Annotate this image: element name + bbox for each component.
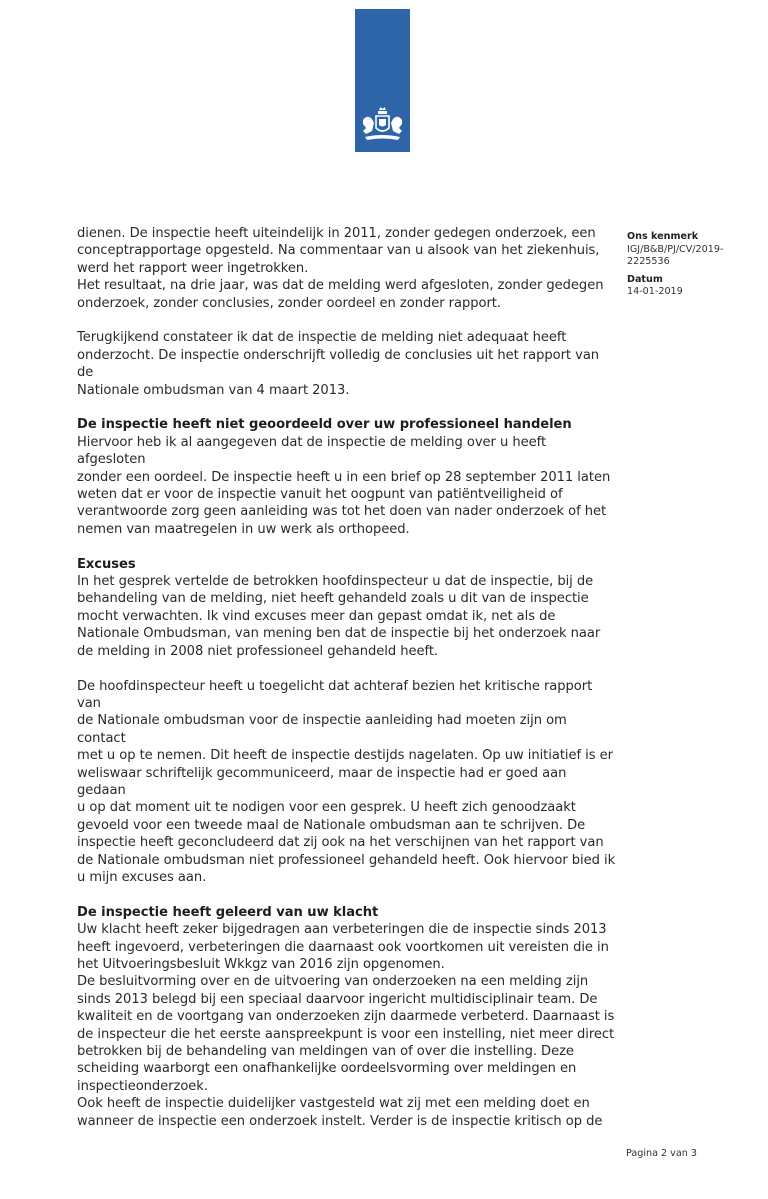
reference-value-line2: 2225536: [627, 256, 670, 267]
reference-sidebar: [627, 231, 757, 304]
text-line: het Uitvoeringsbesluit Wkkgz van 2016 zijn opgenomen.: [77, 956, 445, 972]
text-line: verantwoorde zorg geen aanleiding was tot het doen van nader onderzoek of het: [77, 504, 607, 520]
text-line: onderzoek, zonder conclusies, zonder oordeel en zonder rapport.: [77, 295, 501, 311]
text-line: wanneer de inspectie een onderzoek instelt. Verder is de inspectie kritisch op de: [77, 1113, 603, 1129]
text-line: De besluitvorming over en de uitvoering van onderzoeken na een melding zijn: [77, 974, 589, 990]
text-line: inspectieonderzoek.: [77, 1078, 208, 1094]
section-heading: Excuses: [77, 556, 136, 572]
text-line: conceptrapportage opgesteld. Na commentaar van u alsook van het ziekenhuis,: [77, 243, 600, 259]
text-line: mocht verwachten. Ik vind excuses meer dan gepast omdat ik, net als de: [77, 608, 556, 624]
text-line: gevoeld voor een tweede maal de Nationale ombudsman aan te schrijven. De: [77, 817, 586, 833]
text-line: weten dat er voor de inspectie vanuit het oogpunt van patiëntveiligheid of: [77, 487, 563, 503]
text-line: de inspecteur die het eerste aanspreekpunt is voor een instelling, niet meer direct: [77, 1026, 615, 1042]
text-line: werd het rapport weer ingetrokken.: [77, 260, 309, 276]
text-line: met u op te nemen. Dit heeft de inspectie destijds nagelaten. Op uw initiatief is er: [77, 748, 613, 764]
reference-value-line1: IGJ/B&B/PJ/CV/2019-: [627, 243, 724, 255]
text-line: dienen. De inspectie heeft uiteindelijk in 2011, zonder gedegen onderzoek, een: [77, 226, 596, 241]
paragraph: [77, 329, 617, 399]
text-line: weliswaar schriftelijk gecommuniceerd, maar de inspectie had er goed aan gedaan: [77, 765, 567, 798]
text-line: In het gesprek vertelde de betrokken hoofdinspecteur u dat de inspectie, bij de: [77, 574, 594, 590]
paragraph: [77, 225, 617, 312]
paragraph: [77, 678, 617, 887]
text-line: u op dat moment uit te nodigen voor een gesprek. U heeft zich genoodzaakt: [77, 800, 576, 816]
date-value: 14-01-2019: [627, 286, 683, 297]
text-line: Ook heeft de inspectie duidelijker vastgesteld wat zij met een melding doet en: [77, 1096, 590, 1112]
text-line: De hoofdinspecteur heeft u toegelicht dat achteraf bezien het kritische rapport van: [77, 678, 593, 711]
text-line: de Nationale ombudsman voor de inspectie aanleiding had moeten zijn om contact: [77, 713, 567, 746]
text-line: Terugkijkend constateer ik dat de inspectie de melding niet adequaat heeft: [77, 330, 567, 346]
page-number: Pagina 2 van 3: [626, 1148, 697, 1159]
text-line: nemen van maatregelen in uw werk als orthopeed.: [77, 521, 410, 537]
text-line: Uw klacht heeft zeker bijgedragen aan verbeteringen die de inspectie sinds 2013: [77, 922, 607, 938]
text-line: scheiding waarborgt een onafhankelijke oordeelsvorming over meldingen en: [77, 1061, 577, 1077]
text-line: behandeling van de melding, niet heeft gehandeld zoals u dit van de inspectie: [77, 591, 589, 607]
government-logo: [355, 9, 410, 152]
text-line: inspectie heeft geconcludeerd dat zij ook na het verschijnen van het rapport van: [77, 835, 604, 851]
text-line: onderzocht. De inspectie onderschrijft volledig de conclusies uit het rapport van de: [77, 347, 600, 381]
text-line: betrokken bij de behandeling van meldingen van of over die instelling. Deze: [77, 1044, 574, 1060]
paragraph: [77, 434, 617, 538]
text-line: u mijn excuses aan.: [77, 869, 207, 885]
date-label: Datum: [627, 273, 663, 285]
text-line: sinds 2013 belegd bij een speciaal daarvoor ingericht multidisciplinair team. De: [77, 991, 598, 1007]
royal-coat-of-arms-icon: [359, 106, 406, 146]
section-heading: De inspectie heeft niet geoordeeld over uw professioneel handelen: [77, 417, 572, 433]
reference-label: Ons kenmerk: [627, 231, 699, 242]
letter-body: [77, 225, 617, 1130]
text-line: Nationale ombudsman van 4 maart 2013.: [77, 382, 350, 398]
text-line: Hiervoor heb ik al aangegeven dat de inspectie de melding over u heeft afgesloten: [77, 434, 547, 468]
text-line: Het resultaat, na drie jaar, was dat de melding werd afgesloten, zonder gedegen: [77, 278, 604, 294]
section-heading: De inspectie heeft geleerd van uw klacht: [77, 904, 379, 920]
text-line: de melding in 2008 niet professioneel gehandeld heeft.: [77, 643, 439, 659]
text-line: de Nationale ombudsman niet professioneel gehandeld heeft. Ook hiervoor bied ik: [77, 852, 616, 868]
text-line: Nationale Ombudsman, van mening ben dat de inspectie bij het onderzoek naar: [77, 626, 601, 642]
paragraph: [77, 921, 617, 1130]
paragraph: [77, 573, 617, 660]
text-line: heeft ingevoerd, verbeteringen die daarnaast ook voortkomen uit vereisten die in: [77, 939, 609, 955]
text-line: kwaliteit en de voortgang van onderzoeken zijn daarmede verbeterd. Daarnaast is: [77, 1009, 615, 1025]
text-line: zonder een oordeel. De inspectie heeft u in een brief op 28 september 2011 laten: [77, 469, 611, 485]
